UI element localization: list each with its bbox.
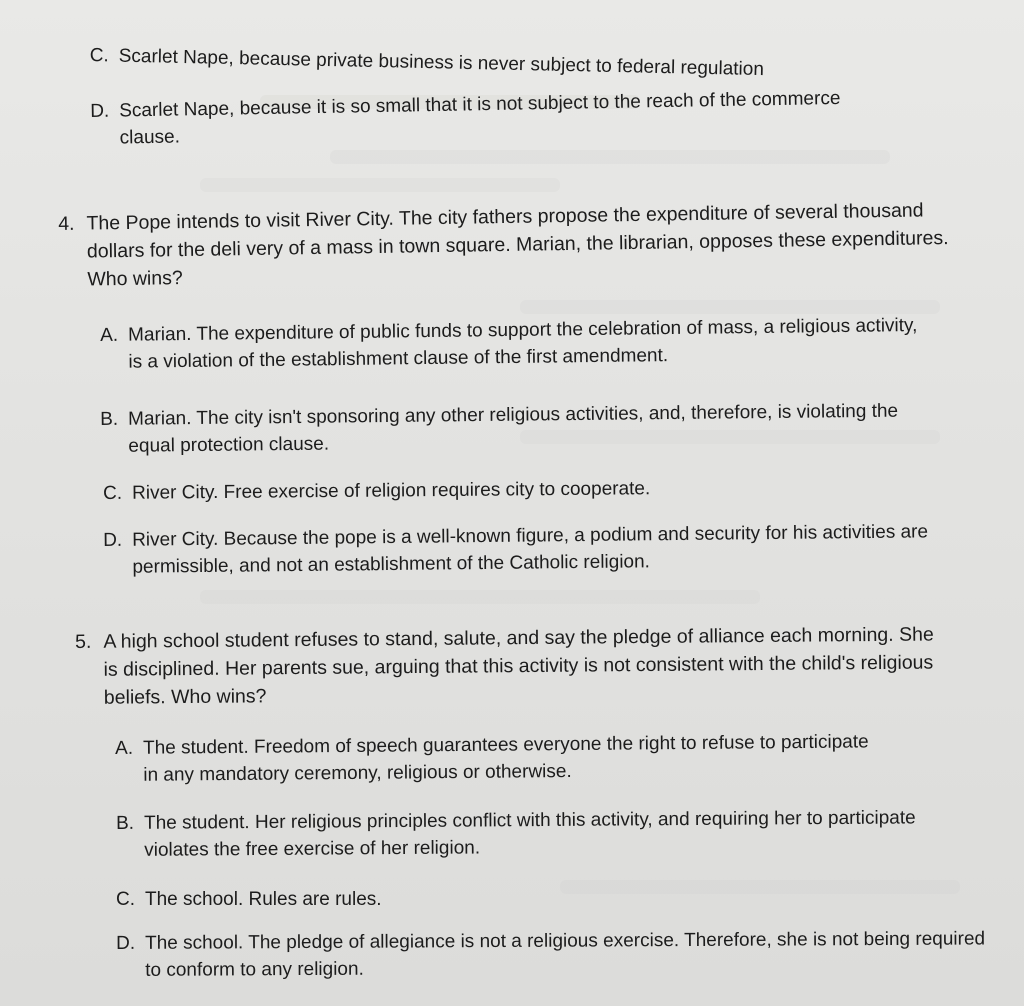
option-letter: D. [90,100,110,122]
question-number: 4. [58,212,75,235]
q5-option-b [116,804,936,864]
q4-option-d [103,518,934,581]
q5-option-c [116,886,916,913]
option-letter: B. [100,408,119,430]
option-letter: B. [116,812,135,834]
prev-option-d [90,85,861,152]
option-text: The student. Freedom of speech guarantees everyone the right to refuse to participate in any mandatory ceremony, religious or otherwise. [142,731,869,786]
option-letter: D. [103,529,123,551]
option-text: Marian. The city isn't sponsoring any other religious activities, and, therefore, is violating the equal protection clause. [127,400,899,457]
option-letter: A. [115,737,134,759]
option-letter: C. [116,889,135,910]
question-4 [58,196,949,294]
option-text: The student. Her religious principles conflict with this activity, and requiring her to participate violates the free exercise of her religion. [143,807,916,861]
q4-option-a [100,312,926,376]
option-text: River City. Because the pope is a well-known figure, a podium and security for his activities are permissible, and not an establishment of the Catholic religion. [132,521,929,578]
bleed-through-texture [200,590,760,604]
prev-option-c [89,42,889,86]
question-text: A high school student refuses to stand, salute, and say the pledge of alliance each morning. She is disciplined. Her parents sue, arguing that this activity is not consistent with the child's religious beliefs. Who wins? [103,623,934,709]
option-text: The school. Rules are rules. [145,889,382,910]
question-text: The Pope intends to visit River City. The city fathers propose the expenditure of several thousand dollars for the deli very of a mass in town square. Marian, the librarian, opposes these expenditures. Who wins? [86,199,949,291]
question-5 [75,620,946,712]
option-letter: C. [103,482,123,504]
q5-option-a [115,728,885,789]
bleed-through-texture [330,150,890,164]
option-text: River City. Free exercise of religion requires city to cooperate. [132,478,651,504]
q4-option-c [103,473,903,507]
q5-option-d [116,925,986,984]
option-letter: C. [89,44,109,67]
option-letter: D. [116,932,136,954]
q4-option-b [100,398,901,460]
option-text: Marian. The expenditure of public funds to support the celebration of mass, a religious activity, is a violation of the establishment clause of the first amendment. [127,315,918,373]
question-number: 5. [75,630,92,653]
option-text: Scarlet Nape, because private business is never subject to federal regulation [118,45,765,81]
option-text: Scarlet Nape, because it is so small that it is not subject to the reach of the commerce clause. [119,87,841,149]
bleed-through-texture [200,178,560,192]
option-text: The school. The pledge of allegiance is not a religious exercise. Therefore, she is not being required to conform to any religion. [145,928,986,981]
option-letter: A. [100,324,119,346]
